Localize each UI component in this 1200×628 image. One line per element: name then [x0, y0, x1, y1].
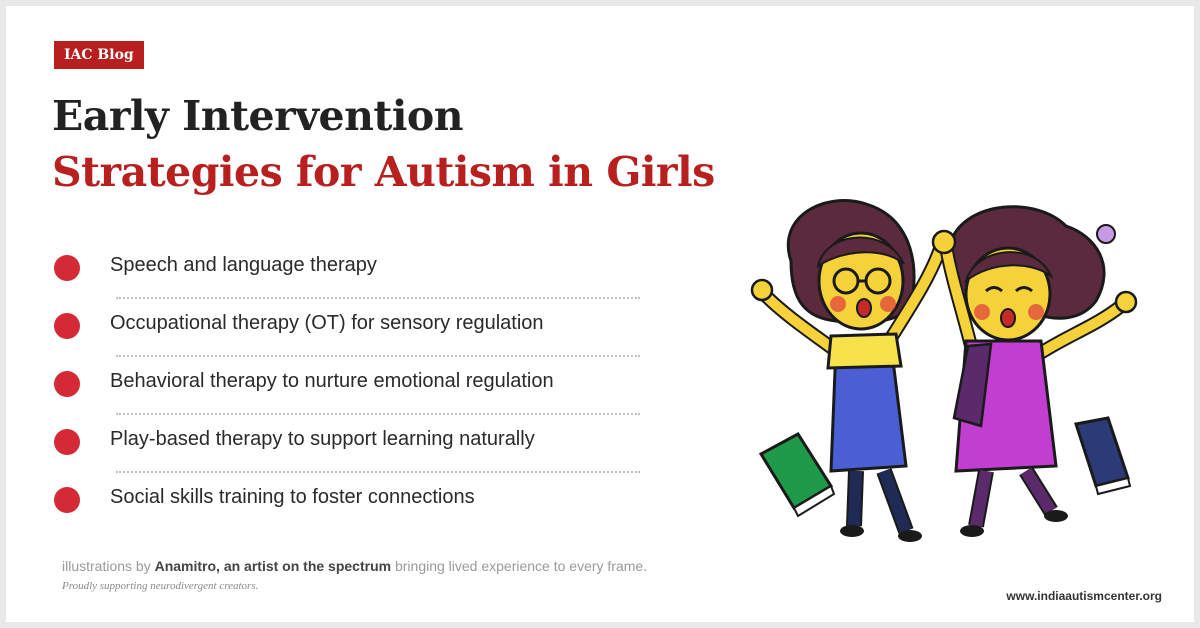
two-girls-dancing-illustration [736, 186, 1156, 556]
green-book-icon [761, 434, 834, 516]
title-line-1: Early Intervention [52, 92, 464, 140]
credit-prefix: illustrations by [62, 558, 155, 574]
list-item-label: Behavioral therapy to nurture emotional regulation [110, 370, 554, 392]
bullet-dot-icon [54, 371, 80, 397]
blog-card [6, 6, 1194, 622]
navy-book-icon [1076, 418, 1130, 494]
girl-left [752, 201, 941, 542]
list-item [50, 415, 650, 473]
support-note: Proudly supporting neurodivergent creators. [62, 580, 259, 592]
bullet-dot-icon [54, 429, 80, 455]
bullet-dot-icon [54, 255, 80, 281]
list-item-label: Speech and language therapy [110, 254, 377, 276]
list-item [50, 473, 650, 531]
list-item-label: Play-based therapy to support learning naturally [110, 428, 535, 450]
list-item [50, 241, 650, 299]
bullet-dot-icon [54, 313, 80, 339]
list-item [50, 299, 650, 357]
page-title [52, 88, 715, 200]
list-item-label: Occupational therapy (OT) for sensory regulation [110, 312, 544, 334]
bullet-dot-icon [54, 487, 80, 513]
credit-artist: Anamitro, an artist on the spectrum [154, 558, 392, 574]
website-url: www.indiaautismcenter.org [1006, 589, 1162, 603]
list-item [50, 357, 650, 415]
title-line-2: Strategies for Autism in Girls [52, 148, 715, 196]
illustration-credit [62, 558, 647, 574]
strategy-list [50, 241, 650, 531]
list-item-label: Social skills training to foster connections [110, 486, 475, 508]
blog-badge: IAC Blog [54, 41, 144, 69]
credit-suffix: bringing lived experience to every frame. [391, 558, 648, 574]
